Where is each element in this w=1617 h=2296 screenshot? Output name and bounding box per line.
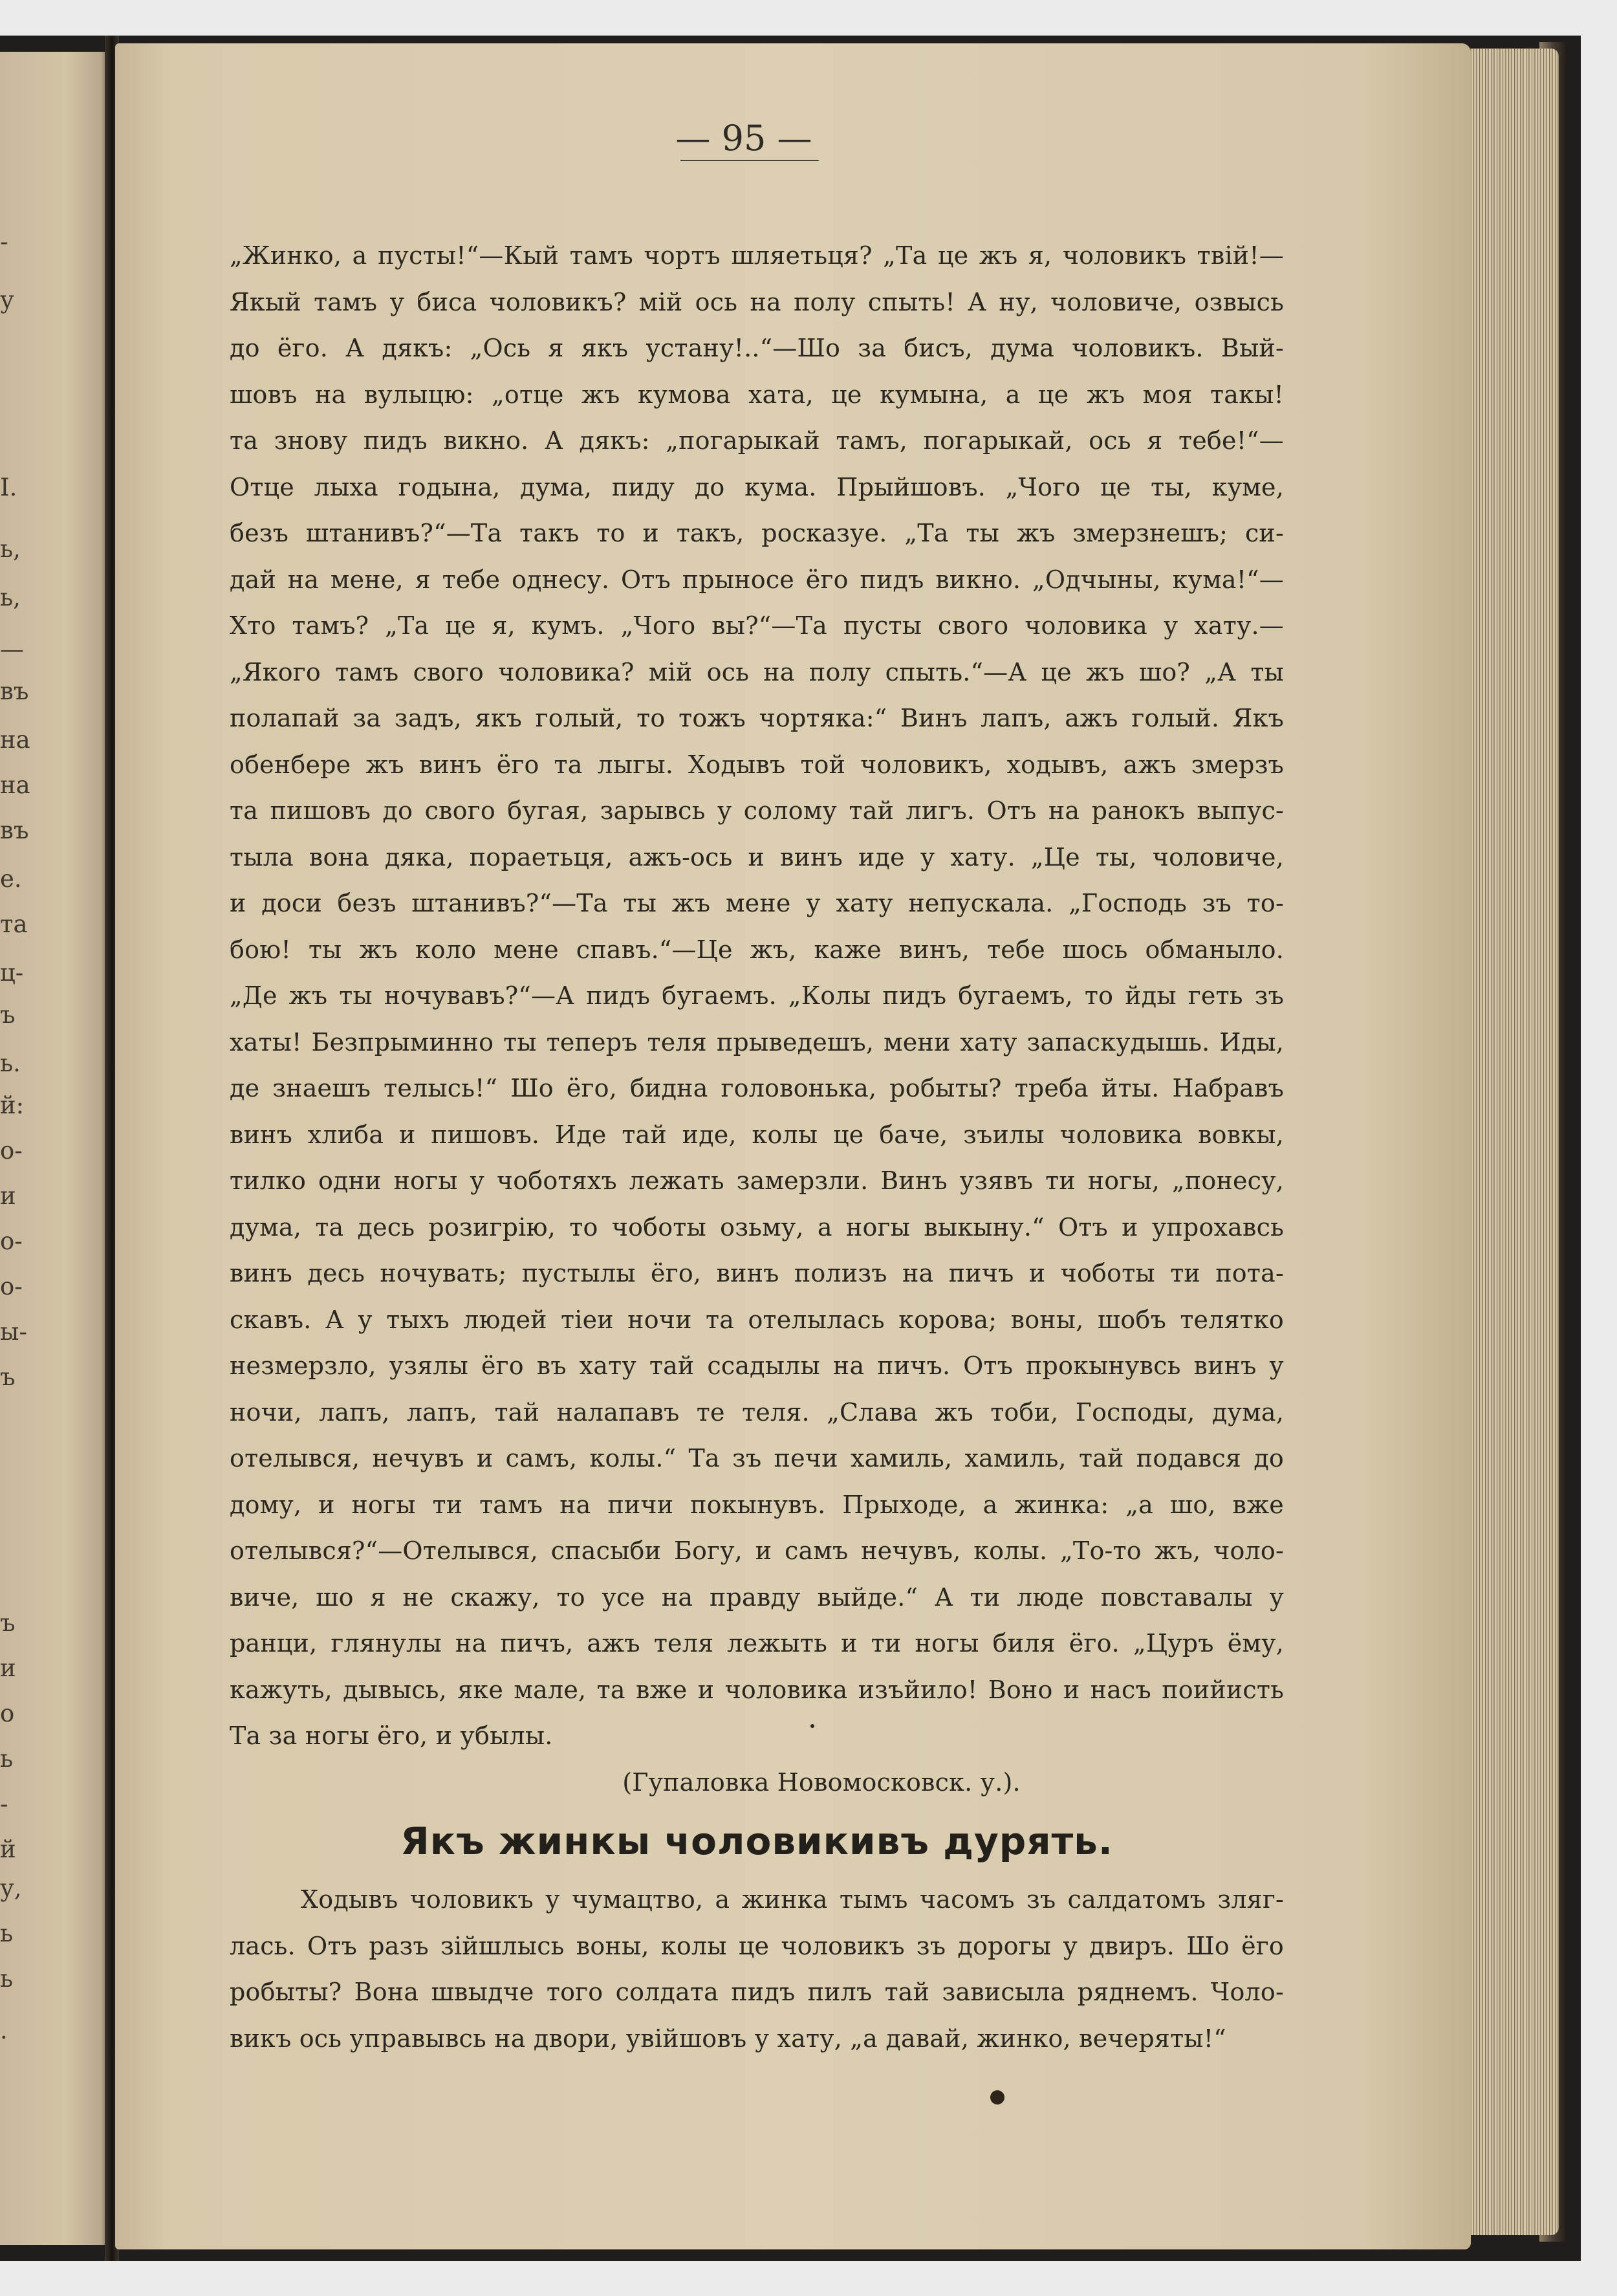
text-line: робыты? Вона швыдче того солдата пидъ пилъ тай зависыла ряднемъ. Чоло- [230,1978,1284,2006]
paragraph-2 [230,1877,1284,2062]
facing-page-fragment: е. [0,865,22,893]
facing-page-fragment: ь. [0,1049,21,1077]
facing-page-fragment: ь [0,1745,14,1773]
text-line: шовъ на вулыцю: „отце жъ кумова хата, це кумына, а це жъ моя такы! [230,380,1284,409]
text-line: Хто тамъ? „Та це я, кумъ. „Чого вы?“—Та пусты свого чоловика у хату.— [230,611,1284,640]
text-line: дума, та десь розигрію, то чоботы озьму, а ногы выкыну.“ Отъ и упрохавсь [230,1212,1284,1241]
facing-page-fragment: и [0,1182,16,1210]
left-page-edge [0,52,110,2245]
text-line: де знаешъ телысь!“ Шо ёго, бидна головонька, робыты? треба йты. Набравъ [230,1074,1284,1102]
page-body [230,233,1284,2062]
facing-page-fragment: - [0,228,8,256]
text-line: лась. Отъ разъ зійшлысь воны, колы це чоловикъ зъ дорогы у двиръ. Шо ёго [230,1931,1284,1960]
facing-page-fragment: I. [0,474,17,501]
facing-page-fragment: ь, [0,584,21,611]
text-line: Ходывъ чоловикъ у чумацтво, а жинка тымъ часомъ зъ салдатомъ зляг- [301,1885,1284,1914]
facing-page-fragment: ь [0,1965,14,1993]
source-note: (Гупаловка Новомосковск. у.). [622,1767,1021,1797]
text-line: обенбере жъ винъ ёго та лыгы. Ходывъ той чоловикъ, ходывъ, ажъ змерзъ [230,750,1284,779]
facing-page-fragment: ъ [0,1363,16,1391]
text-line: ночи, лапъ, лапъ, тай налапавъ те теля. „Слава жъ тоби, Господы, дума, [230,1397,1284,1427]
page-number: — 95 — [675,118,812,159]
facing-page-fragment: у [0,286,14,314]
facing-page-fragment: ь, [0,535,21,563]
text-line: незмерзло, узялы ёго въ хату тай ссадылы на пичъ. Отъ прокынувсь винъ у [230,1351,1284,1380]
text-line: кажуть, дывысь, яке мале, та вже и чоловика изъйило! Воно и насъ поийисть [230,1675,1284,1704]
text-line: викъ ось управывсь на двори, увійшовъ у хату, „а давай, жинко, вечеряты!“ [230,2024,1226,2053]
text-line: винъ хлиба и пишовъ. Иде тай иде, колы це баче, зъилы чоловика вовкы, [230,1120,1284,1149]
text-line: „Де жъ ты ночувавъ?“—А пидъ бугаемъ. „Колы пидъ бугаемъ, то йды геть зъ [230,981,1284,1010]
text-line: Та за ногы ёго, и убылы. [230,1722,553,1750]
text-line: до ёго. А дякъ: „Ось я якъ устану!..“—Шо за бисъ, дума чоловикъ. Вый- [230,334,1284,362]
facing-page-fragment: у, [0,1874,22,1902]
facing-page-fragment: на [0,771,30,799]
facing-page-fragment: . [0,2017,8,2044]
text-line: виче, шо я не скажу, то усе на правду выйде.“ А ти люде повставалы у [230,1582,1284,1612]
paragraph-1 [230,233,1284,1760]
facing-page-fragment: о- [0,1227,23,1255]
text-line: и доси безъ штанивъ?“—Та ты жъ мене у хату непускала. „Господь зъ то- [230,889,1284,917]
ink-spot [990,2090,1004,2105]
facing-page-fragment: й [0,1835,16,1863]
facing-page-fragment: ь [0,1919,14,1947]
text-line: „Жинко, а пусты!“—Кый тамъ чортъ шляетьця? „Та це жъ я, чоловикъ твій!— [230,241,1284,270]
text-line: дому, и ногы ти тамъ на пичи покынувъ. Прыходе, а жинка: „а шо, вже [230,1490,1284,1519]
text-line: та знову пидъ викно. А дякъ: „погарыкай тамъ, погарыкай, ось я тебе!“— [230,426,1284,455]
section-title: Якъ жинкы чоловикивъ дурять. [400,1819,1113,1863]
facing-page-fragment: въ [0,816,29,844]
text-line: тилко одни ногы у чоботяхъ лежать замерзли. Винъ узявъ ти ногы, „понесу, [230,1166,1284,1195]
page-number-rule [680,160,819,165]
text-line: тыла вона дяка, пораетьця, ажъ-ось и винъ иде у хату. „Це ты, чоловиче, [230,842,1284,871]
facing-page-fragment: - [0,1790,8,1818]
text-line: дай на мене, я тебе однесу. Отъ прыносе ёго пидъ викно. „Одчыны, кума!“— [230,565,1284,594]
facing-page-fragment: ъ [0,1001,16,1029]
text-line: Отце лыха годына, дума, пиду до кума. Прыйшовъ. „Чого це ты, куме, [230,472,1284,501]
facing-page-fragment: ц- [0,959,24,987]
text-line: полапай за задъ, якъ голый, то тожъ чортяка:“ Винъ лапъ, ажъ голый. Якъ [230,704,1284,732]
text-line: скавъ. А у тыхъ людей тіеи ночи та отелылась корова; воны, шобъ телятко [230,1305,1284,1334]
facing-page-fragment: й: [0,1091,25,1119]
facing-page-fragment: и [0,1654,16,1682]
facing-page-fragment: та [0,910,28,938]
text-line: бою! ты жъ коло мене спавъ.“—Це жъ, каже винъ, тебе шось обманыло. [230,935,1284,964]
text-line: винъ десь ночувать; пустылы ёго, винъ полизъ на пичъ и чоботы ти пота- [230,1259,1284,1287]
text-line: ранци, глянулы на пичъ, ажъ теля лежыть и ти ногы биля ёго. „Цуръ ёму, [230,1629,1284,1657]
text-line: та пишовъ до свого бугая, зарывсь у солому тай лигъ. Отъ на ранокъ выпус- [230,796,1284,825]
ink-speck [810,1724,814,1728]
facing-page-fragment: ъ [0,1609,16,1637]
facing-page-fragment: о [0,1700,15,1727]
page-stack-edges [1468,49,1559,2235]
facing-page-fragment: о- [0,1273,23,1300]
facing-page-fragment: о- [0,1137,23,1164]
text-line: отелывся, нечувъ и самъ, колы.“ Та зъ печи хамиль, хамиль, тай подався до [230,1444,1284,1472]
text-line: Якый тамъ у биса чоловикъ? мій ось на полу спыть! А ну, чоловиче, озвысь [230,287,1284,316]
facing-page-fragment: въ [0,677,29,705]
facing-page-fragment: ы- [0,1318,27,1346]
text-line: отелывся?“—Отелывся, спасыби Богу, и самъ нечувъ, колы. „То-то жъ, чоло- [230,1536,1284,1565]
text-line: безъ штанивъ?“—Та такъ то и такъ, росказуе. „Та ты жъ змерзнешъ; си- [230,519,1284,547]
facing-page-fragment: на [0,726,30,754]
text-line: хаты! Безпрыминно ты теперъ теля прыведешъ, мени хату запаскудышь. Иды, [230,1027,1284,1056]
text-line: „Якого тамъ свого чоловика? мій ось на полу спыть.“—А це жъ шо? „А ты [230,657,1284,686]
facing-page-fragment: — [0,635,24,663]
